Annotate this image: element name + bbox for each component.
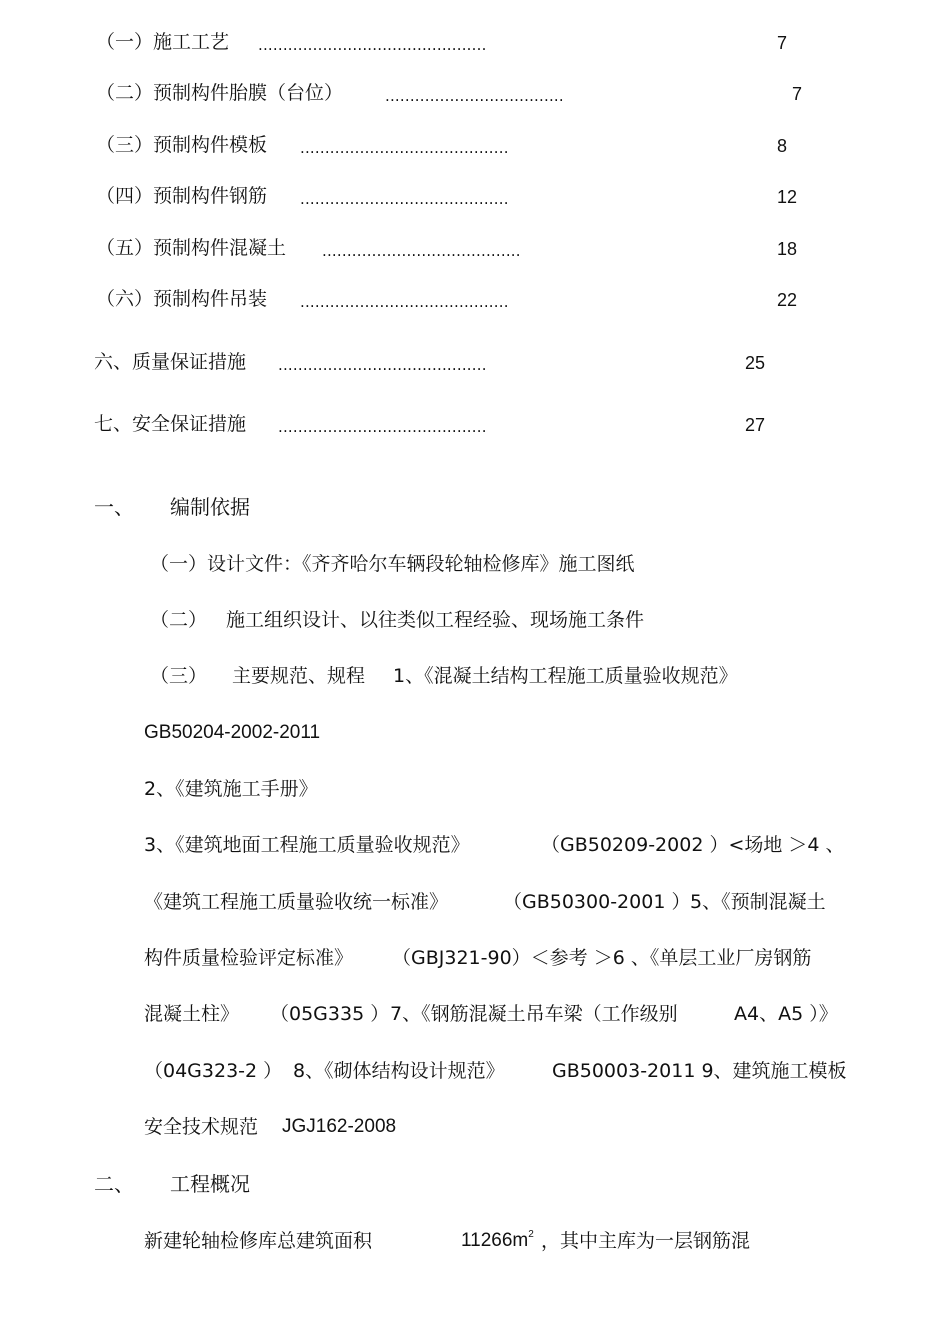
toc-label: （五）预制构件混凝土 xyxy=(96,237,287,259)
basis-item: （一）设计文件：《齐齐哈尔车辆段轮轴检修库》施工图纸 xyxy=(150,553,635,575)
code-reference: 安全技术规范 xyxy=(144,1116,259,1138)
overview-text: ，其中主库为一层钢筋混 xyxy=(541,1230,751,1252)
code-reference: GB50204-2002-2011 xyxy=(144,722,321,743)
toc-leader: .............................................. xyxy=(258,36,487,54)
toc-label: （三）预制构件模板 xyxy=(96,134,268,156)
basis-item: 主要规范、规程 xyxy=(232,665,366,687)
code-reference: （GBJ321-90）＜参考 ＞6 、《单层工业厂房钢筋 xyxy=(392,947,812,969)
toc-leader: .......................................... xyxy=(300,139,509,157)
toc-label: （一）施工工艺 xyxy=(96,31,230,53)
area-value xyxy=(461,1229,534,1253)
toc-label: 六、质量保证措施 xyxy=(94,351,247,373)
toc-page-number: 18 xyxy=(777,239,798,259)
toc-page-number: 25 xyxy=(745,353,766,373)
toc-page-number: 22 xyxy=(777,290,798,310)
code-reference: 7、《钢筋混凝土吊车梁（工作级别 xyxy=(390,1003,678,1025)
toc-leader: .......................................... xyxy=(300,293,509,311)
basis-item-prefix: （二） xyxy=(150,609,208,631)
code-reference: （GB50300-2001 ） xyxy=(503,891,691,913)
toc-leader: .......................................... xyxy=(278,356,487,374)
code-reference: A4、A5 ）》 xyxy=(734,1003,838,1025)
area-number: 11266m xyxy=(461,1230,529,1251)
code-reference: JGJ162-2008 xyxy=(282,1116,397,1137)
toc-page-number: 7 xyxy=(777,33,788,53)
code-reference: （GB50209-2002 ）<场地 ＞4 、 xyxy=(541,834,845,856)
code-reference: 2、《建筑施工手册》 xyxy=(144,778,318,800)
code-reference: 5、《预制混凝土 xyxy=(690,891,826,913)
code-reference: 8、《砌体结构设计规范》 xyxy=(293,1060,505,1082)
toc-page-number: 8 xyxy=(777,136,788,156)
section-number: 一、 xyxy=(94,495,134,519)
toc-label: （四）预制构件钢筋 xyxy=(96,185,268,207)
section-number: 二、 xyxy=(94,1172,134,1196)
toc-label: （二）预制构件胎膜（台位） xyxy=(96,82,344,104)
toc-page-number: 12 xyxy=(777,187,798,207)
section-heading: 编制依据 xyxy=(170,495,250,519)
area-unit-exponent: 2 xyxy=(528,1229,534,1240)
code-reference: （04G323-2 ） xyxy=(144,1060,283,1082)
toc-label: （六）预制构件吊装 xyxy=(96,288,268,310)
code-reference: 《建筑工程施工质量验收统一标准》 xyxy=(144,891,449,913)
overview-text: 新建轮轴检修库总建筑面积 xyxy=(144,1230,373,1252)
toc-leader: .................................... xyxy=(385,87,564,105)
code-reference: GB50003-2011 9、建筑施工模板 xyxy=(552,1060,847,1082)
toc-leader: .......................................... xyxy=(278,418,487,436)
toc-leader: .......................................... xyxy=(300,190,509,208)
section-heading: 工程概况 xyxy=(170,1172,250,1196)
code-reference: 3、《建筑地面工程施工质量验收规范》 xyxy=(144,834,470,856)
code-reference: （05G335 ） xyxy=(270,1003,390,1025)
code-reference: 构件质量检验评定标准》 xyxy=(144,947,354,969)
basis-item: 施工组织设计、以往类似工程经验、现场施工条件 xyxy=(226,609,645,631)
code-reference: 1、《混凝土结构工程施工质量验收规范》 xyxy=(393,665,738,687)
toc-page-number: 7 xyxy=(792,84,803,104)
toc-page-number: 27 xyxy=(745,415,766,435)
code-reference: 混凝土柱》 xyxy=(144,1003,240,1025)
basis-item-prefix: （三） xyxy=(150,665,208,687)
toc-label: 七、安全保证措施 xyxy=(94,413,247,435)
toc-leader: ........................................ xyxy=(322,242,521,260)
